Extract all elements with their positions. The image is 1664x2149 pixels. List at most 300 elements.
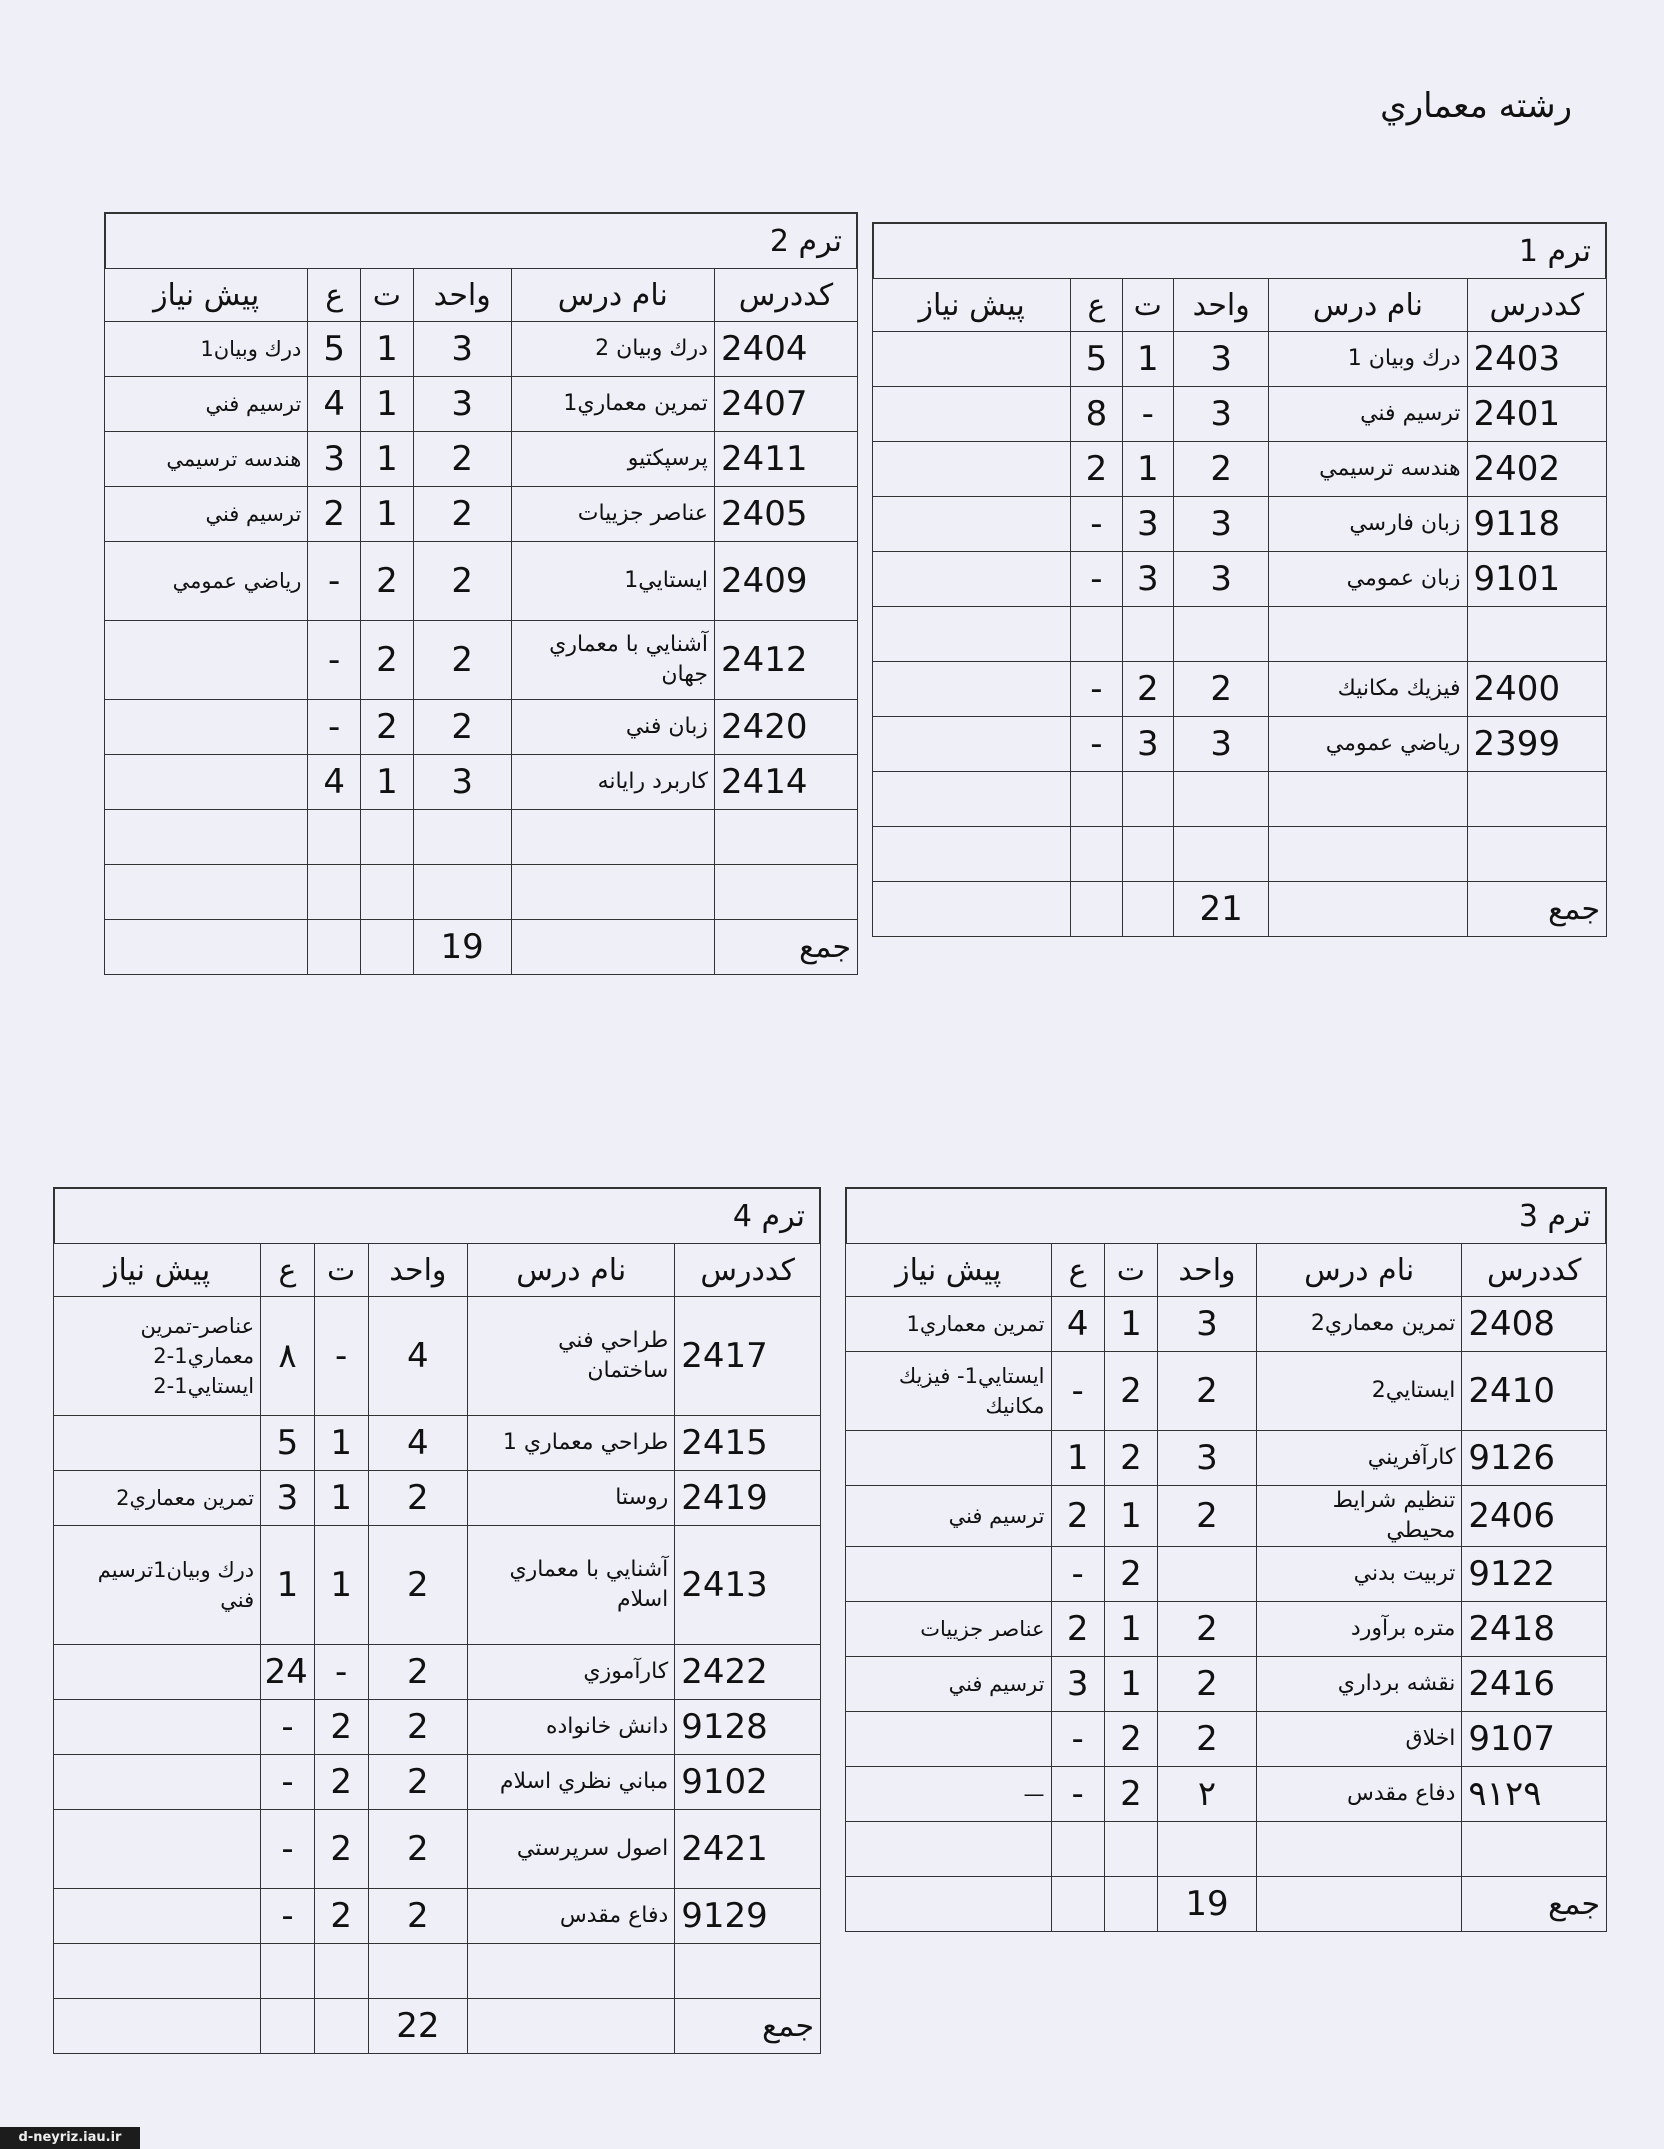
table-row <box>105 755 858 810</box>
cell-a: - <box>261 1755 315 1810</box>
cell-a: 5 <box>1071 332 1122 387</box>
table-row <box>54 1526 821 1645</box>
cell-t: 1 <box>1104 1602 1157 1657</box>
cell-pre: هندسه ترسيمي <box>105 432 308 487</box>
cell-pre <box>873 332 1071 387</box>
column-header: واحد <box>1173 279 1268 332</box>
total-empty-cell <box>314 1999 368 2054</box>
cell-pre <box>54 1700 261 1755</box>
cell-t: - <box>314 1645 368 1700</box>
total-units: 19 <box>1158 1877 1257 1932</box>
cell-name: دفاع مقدس <box>468 1889 675 1944</box>
cell-name: آشنايي با معماري اسلام <box>468 1526 675 1645</box>
total-empty-cell <box>261 1999 315 2054</box>
cell-pre <box>54 1755 261 1810</box>
table-row <box>873 717 1607 772</box>
cell-a: - <box>1071 552 1122 607</box>
cell-pre: ترسيم فني <box>105 487 308 542</box>
cell-code: 9129 <box>675 1889 821 1944</box>
cell-t <box>361 810 414 865</box>
cell-code: 2401 <box>1467 387 1606 442</box>
cell-a: 2 <box>1071 442 1122 497</box>
table-row <box>873 442 1607 497</box>
cell-name: طراحي معماري 1 <box>468 1416 675 1471</box>
table-row <box>105 865 858 920</box>
cell-t: 1 <box>361 432 414 487</box>
cell-a: 5 <box>261 1416 315 1471</box>
cell-code: 2400 <box>1467 662 1606 717</box>
total-empty-cell <box>105 920 308 975</box>
cell-t: 1 <box>361 487 414 542</box>
cell-pre: درك وبيان1ترسيم فني <box>54 1526 261 1645</box>
cell-pre <box>105 755 308 810</box>
cell-name <box>1269 827 1467 882</box>
cell-a: - <box>1051 1712 1104 1767</box>
total-label: جمع <box>1462 1877 1607 1932</box>
column-header: واحد <box>1158 1244 1257 1297</box>
cell-name: كارآفريني <box>1256 1431 1461 1486</box>
cell-code: 9107 <box>1462 1712 1607 1767</box>
table-row <box>54 1416 821 1471</box>
table-row <box>54 1471 821 1526</box>
cell-t: 1 <box>1122 332 1173 387</box>
cell-t: 1 <box>1104 1486 1157 1547</box>
column-header: پيش نياز <box>105 269 308 322</box>
cell-name: مباني نظري اسلام <box>468 1755 675 1810</box>
cell-pre <box>873 772 1071 827</box>
cell-a: 24 <box>261 1645 315 1700</box>
table-row <box>846 1712 1607 1767</box>
column-header: كددرس <box>675 1244 821 1297</box>
cell-units: ۲ <box>1158 1767 1257 1822</box>
cell-t: 2 <box>1104 1352 1157 1431</box>
cell-t: - <box>1122 387 1173 442</box>
cell-name <box>511 810 714 865</box>
cell-t: 2 <box>1122 662 1173 717</box>
total-empty-cell <box>468 1999 675 2054</box>
cell-units: 2 <box>1158 1657 1257 1712</box>
table-row <box>105 377 858 432</box>
cell-name: كاربرد رايانه <box>511 755 714 810</box>
cell-pre <box>105 865 308 920</box>
cell-a: 4 <box>1051 1297 1104 1352</box>
cell-pre <box>54 1889 261 1944</box>
cell-pre <box>873 662 1071 717</box>
cell-pre <box>54 1810 261 1889</box>
column-header: نام درس <box>1256 1244 1461 1297</box>
term-3-block <box>845 1187 1607 1932</box>
term-title: ترم 2 <box>104 212 858 268</box>
total-row <box>54 1999 821 2054</box>
table-row <box>54 1755 821 1810</box>
cell-name: پرسپكتيو <box>511 432 714 487</box>
cell-pre <box>873 827 1071 882</box>
cell-t: 2 <box>361 542 414 621</box>
cell-name: درك وبيان 1 <box>1269 332 1467 387</box>
cell-name: طراحي فني ساختمان <box>468 1297 675 1416</box>
cell-code: 2405 <box>714 487 857 542</box>
total-units: 22 <box>368 1999 468 2054</box>
cell-a: - <box>261 1700 315 1755</box>
cell-units <box>1173 827 1268 882</box>
cell-units <box>1173 772 1268 827</box>
cell-t: 1 <box>314 1471 368 1526</box>
cell-units: 3 <box>1158 1297 1257 1352</box>
cell-units <box>413 865 511 920</box>
table-row <box>846 1547 1607 1602</box>
cell-name: روستا <box>468 1471 675 1526</box>
cell-units: 2 <box>1173 662 1268 717</box>
total-empty-cell <box>511 920 714 975</box>
cell-a: - <box>308 621 361 700</box>
cell-units: 3 <box>413 755 511 810</box>
cell-a: - <box>1051 1767 1104 1822</box>
cell-pre <box>873 552 1071 607</box>
term-1-block <box>872 222 1607 937</box>
cell-pre: ايستايي1- فيزيك مكانيك <box>846 1352 1052 1431</box>
cell-code: 2421 <box>675 1810 821 1889</box>
cell-t: 3 <box>1122 717 1173 772</box>
column-header: ت <box>1122 279 1173 332</box>
column-header: ع <box>1071 279 1122 332</box>
cell-a: 1 <box>1051 1431 1104 1486</box>
cell-pre <box>873 442 1071 497</box>
cell-units: 2 <box>368 1471 468 1526</box>
cell-units: 2 <box>413 700 511 755</box>
cell-t <box>1104 1822 1157 1877</box>
cell-a: 8 <box>1071 387 1122 442</box>
cell-t: 1 <box>1104 1657 1157 1712</box>
cell-code: 2419 <box>675 1471 821 1526</box>
column-header: واحد <box>368 1244 468 1297</box>
table-row <box>54 1700 821 1755</box>
cell-t: 1 <box>314 1526 368 1645</box>
cell-code <box>1467 772 1606 827</box>
cell-t <box>1122 772 1173 827</box>
cell-name: آشنايي با معماري جهان <box>511 621 714 700</box>
cell-pre <box>846 1431 1052 1486</box>
cell-a: 5 <box>308 322 361 377</box>
total-empty-cell <box>1104 1877 1157 1932</box>
table-row <box>873 387 1607 442</box>
cell-t: 2 <box>1104 1767 1157 1822</box>
table-row <box>846 1297 1607 1352</box>
cell-units: 2 <box>368 1889 468 1944</box>
cell-t <box>1122 607 1173 662</box>
cell-name <box>511 865 714 920</box>
cell-code: 2422 <box>675 1645 821 1700</box>
cell-code: 2414 <box>714 755 857 810</box>
cell-code: 2408 <box>1462 1297 1607 1352</box>
cell-t: 2 <box>1104 1712 1157 1767</box>
cell-name: زبان فارسي <box>1269 497 1467 552</box>
cell-units: 4 <box>368 1416 468 1471</box>
cell-name: تنظيم شرايط محيطي <box>1256 1486 1461 1547</box>
cell-a: 2 <box>1051 1486 1104 1547</box>
cell-pre: — <box>846 1767 1052 1822</box>
table-row <box>105 700 858 755</box>
table-row <box>846 1657 1607 1712</box>
column-header: پيش نياز <box>873 279 1071 332</box>
table-row <box>105 432 858 487</box>
cell-code: 2416 <box>1462 1657 1607 1712</box>
cell-code: 2403 <box>1467 332 1606 387</box>
cell-code: 2418 <box>1462 1602 1607 1657</box>
cell-name: تمرين معماري2 <box>1256 1297 1461 1352</box>
cell-units: 2 <box>413 621 511 700</box>
cell-code: 2410 <box>1462 1352 1607 1431</box>
total-empty-cell <box>361 920 414 975</box>
cell-t: 2 <box>314 1889 368 1944</box>
cell-a: 3 <box>261 1471 315 1526</box>
cell-units: 2 <box>1158 1486 1257 1547</box>
total-empty-cell <box>1071 882 1122 937</box>
course-table <box>872 278 1607 937</box>
total-units: 19 <box>413 920 511 975</box>
table-row <box>873 332 1607 387</box>
cell-name: هندسه ترسيمي <box>1269 442 1467 497</box>
table-header-row <box>873 279 1607 332</box>
course-table <box>845 1243 1607 1932</box>
cell-units: 2 <box>368 1700 468 1755</box>
cell-code: 2404 <box>714 322 857 377</box>
cell-a: 4 <box>308 755 361 810</box>
cell-a: - <box>308 542 361 621</box>
cell-pre <box>873 717 1071 772</box>
column-header: پيش نياز <box>846 1244 1052 1297</box>
cell-a <box>1071 772 1122 827</box>
cell-name: تربيت بدني <box>1256 1547 1461 1602</box>
cell-a: - <box>261 1810 315 1889</box>
cell-pre <box>846 1712 1052 1767</box>
cell-name <box>1269 607 1467 662</box>
cell-a <box>261 1944 315 1999</box>
total-empty-cell <box>846 1877 1052 1932</box>
cell-t <box>314 1944 368 1999</box>
cell-pre <box>846 1822 1052 1877</box>
cell-name: رياضي عمومي <box>1269 717 1467 772</box>
cell-pre <box>105 621 308 700</box>
cell-pre <box>54 1645 261 1700</box>
table-row <box>105 810 858 865</box>
cell-name: نقشه برداري <box>1256 1657 1461 1712</box>
cell-t: 2 <box>1104 1431 1157 1486</box>
cell-a: 3 <box>308 432 361 487</box>
total-row <box>105 920 858 975</box>
cell-units: 3 <box>1158 1431 1257 1486</box>
total-empty-cell <box>54 1999 261 2054</box>
cell-code <box>714 865 857 920</box>
cell-pre <box>846 1547 1052 1602</box>
cell-pre: تمرين معماري2 <box>54 1471 261 1526</box>
cell-code: 2411 <box>714 432 857 487</box>
cell-t: 1 <box>314 1416 368 1471</box>
cell-a: 1 <box>261 1526 315 1645</box>
cell-units: 3 <box>1173 552 1268 607</box>
table-row <box>846 1822 1607 1877</box>
cell-t: 2 <box>314 1810 368 1889</box>
cell-pre: عناصر-تمرين معماري1-2 ايستايي1-2 <box>54 1297 261 1416</box>
cell-a: 4 <box>308 377 361 432</box>
table-row <box>873 497 1607 552</box>
cell-name: زبان فني <box>511 700 714 755</box>
site-watermark: d-neyriz.iau.ir <box>0 2127 140 2149</box>
cell-name <box>1269 772 1467 827</box>
cell-name: دفاع مقدس <box>1256 1767 1461 1822</box>
total-units: 21 <box>1173 882 1268 937</box>
table-row <box>54 1944 821 1999</box>
cell-pre <box>873 387 1071 442</box>
column-header: ع <box>308 269 361 322</box>
cell-t: 2 <box>361 621 414 700</box>
course-table <box>53 1243 821 2054</box>
cell-code: 2415 <box>675 1416 821 1471</box>
column-header: كددرس <box>1462 1244 1607 1297</box>
column-header: نام درس <box>1269 279 1467 332</box>
total-label: جمع <box>714 920 857 975</box>
cell-code: 2413 <box>675 1526 821 1645</box>
table-header-row <box>846 1244 1607 1297</box>
cell-units: 3 <box>1173 717 1268 772</box>
term-title: ترم 4 <box>53 1187 821 1243</box>
cell-t: 2 <box>1104 1547 1157 1602</box>
cell-units: 3 <box>413 377 511 432</box>
cell-code <box>714 810 857 865</box>
cell-name: درك وبيان 2 <box>511 322 714 377</box>
table-row <box>54 1810 821 1889</box>
cell-pre <box>873 607 1071 662</box>
cell-t <box>1122 827 1173 882</box>
cell-units <box>1158 1822 1257 1877</box>
cell-name <box>468 1944 675 1999</box>
table-row <box>105 542 858 621</box>
cell-a: - <box>1051 1547 1104 1602</box>
cell-a: 2 <box>1051 1602 1104 1657</box>
total-label: جمع <box>675 1999 821 2054</box>
cell-pre: ترسيم فني <box>846 1486 1052 1547</box>
cell-a: - <box>308 700 361 755</box>
cell-a <box>1071 827 1122 882</box>
cell-units <box>1173 607 1268 662</box>
column-header: نام درس <box>468 1244 675 1297</box>
cell-t: 1 <box>1104 1297 1157 1352</box>
cell-pre: ترسيم فني <box>105 377 308 432</box>
cell-units: 2 <box>1158 1352 1257 1431</box>
total-row <box>846 1877 1607 1932</box>
table-row <box>54 1889 821 1944</box>
cell-code: 2402 <box>1467 442 1606 497</box>
cell-units: 2 <box>413 542 511 621</box>
cell-t: 2 <box>361 700 414 755</box>
cell-units: 3 <box>1173 332 1268 387</box>
cell-name: متره برآورد <box>1256 1602 1461 1657</box>
cell-units: 2 <box>368 1526 468 1645</box>
table-row <box>873 552 1607 607</box>
total-empty-cell <box>1269 882 1467 937</box>
cell-name: عناصر جزييات <box>511 487 714 542</box>
column-header: پيش نياز <box>54 1244 261 1297</box>
total-empty-cell <box>1051 1877 1104 1932</box>
table-row <box>846 1431 1607 1486</box>
cell-code: 9102 <box>675 1755 821 1810</box>
total-row <box>873 882 1607 937</box>
cell-a: 2 <box>308 487 361 542</box>
cell-units: 2 <box>1173 442 1268 497</box>
cell-code <box>1467 607 1606 662</box>
cell-pre <box>54 1416 261 1471</box>
cell-code: 2417 <box>675 1297 821 1416</box>
cell-units: 2 <box>368 1645 468 1700</box>
cell-units <box>1158 1547 1257 1602</box>
column-header: ت <box>361 269 414 322</box>
cell-units: 2 <box>413 487 511 542</box>
cell-a: - <box>1071 662 1122 717</box>
table-header-row <box>105 269 858 322</box>
cell-a: - <box>1051 1352 1104 1431</box>
cell-units <box>413 810 511 865</box>
table-row <box>873 772 1607 827</box>
column-header: كددرس <box>1467 279 1606 332</box>
cell-units: 2 <box>368 1755 468 1810</box>
cell-a <box>308 810 361 865</box>
table-row <box>105 322 858 377</box>
cell-name: زبان عمومي <box>1269 552 1467 607</box>
cell-code: 9122 <box>1462 1547 1607 1602</box>
cell-a: - <box>261 1889 315 1944</box>
cell-t: 1 <box>361 322 414 377</box>
cell-name: تمرين معماري1 <box>511 377 714 432</box>
cell-units: 3 <box>413 322 511 377</box>
cell-units: 3 <box>1173 387 1268 442</box>
cell-code: 2420 <box>714 700 857 755</box>
cell-code: 2409 <box>714 542 857 621</box>
table-row <box>873 607 1607 662</box>
table-row <box>846 1602 1607 1657</box>
table-row <box>105 621 858 700</box>
cell-pre: عناصر جزييات <box>846 1602 1052 1657</box>
cell-t: 1 <box>361 755 414 810</box>
table-row <box>873 827 1607 882</box>
cell-a: ۸ <box>261 1297 315 1416</box>
cell-a: 3 <box>1051 1657 1104 1712</box>
cell-name: ترسيم فني <box>1269 387 1467 442</box>
cell-code: 2407 <box>714 377 857 432</box>
total-empty-cell <box>308 920 361 975</box>
cell-pre: تمرين معماري1 <box>846 1297 1052 1352</box>
cell-units: 2 <box>1158 1602 1257 1657</box>
cell-name: ايستايي2 <box>1256 1352 1461 1431</box>
cell-name: دانش خانواده <box>468 1700 675 1755</box>
cell-units: 4 <box>368 1297 468 1416</box>
cell-code: 9101 <box>1467 552 1606 607</box>
table-row <box>54 1297 821 1416</box>
term-title: ترم 3 <box>845 1187 1607 1243</box>
cell-pre <box>54 1944 261 1999</box>
table-row <box>54 1645 821 1700</box>
total-empty-cell <box>873 882 1071 937</box>
cell-code <box>1467 827 1606 882</box>
cell-name <box>1256 1822 1461 1877</box>
cell-pre: رياضي عمومي <box>105 542 308 621</box>
cell-pre <box>873 497 1071 552</box>
cell-t: 2 <box>314 1755 368 1810</box>
cell-units: 3 <box>1173 497 1268 552</box>
total-label: جمع <box>1467 882 1606 937</box>
cell-name: اصول سرپرستي <box>468 1810 675 1889</box>
cell-t: 3 <box>1122 497 1173 552</box>
cell-code: 9128 <box>675 1700 821 1755</box>
total-empty-cell <box>1256 1877 1461 1932</box>
